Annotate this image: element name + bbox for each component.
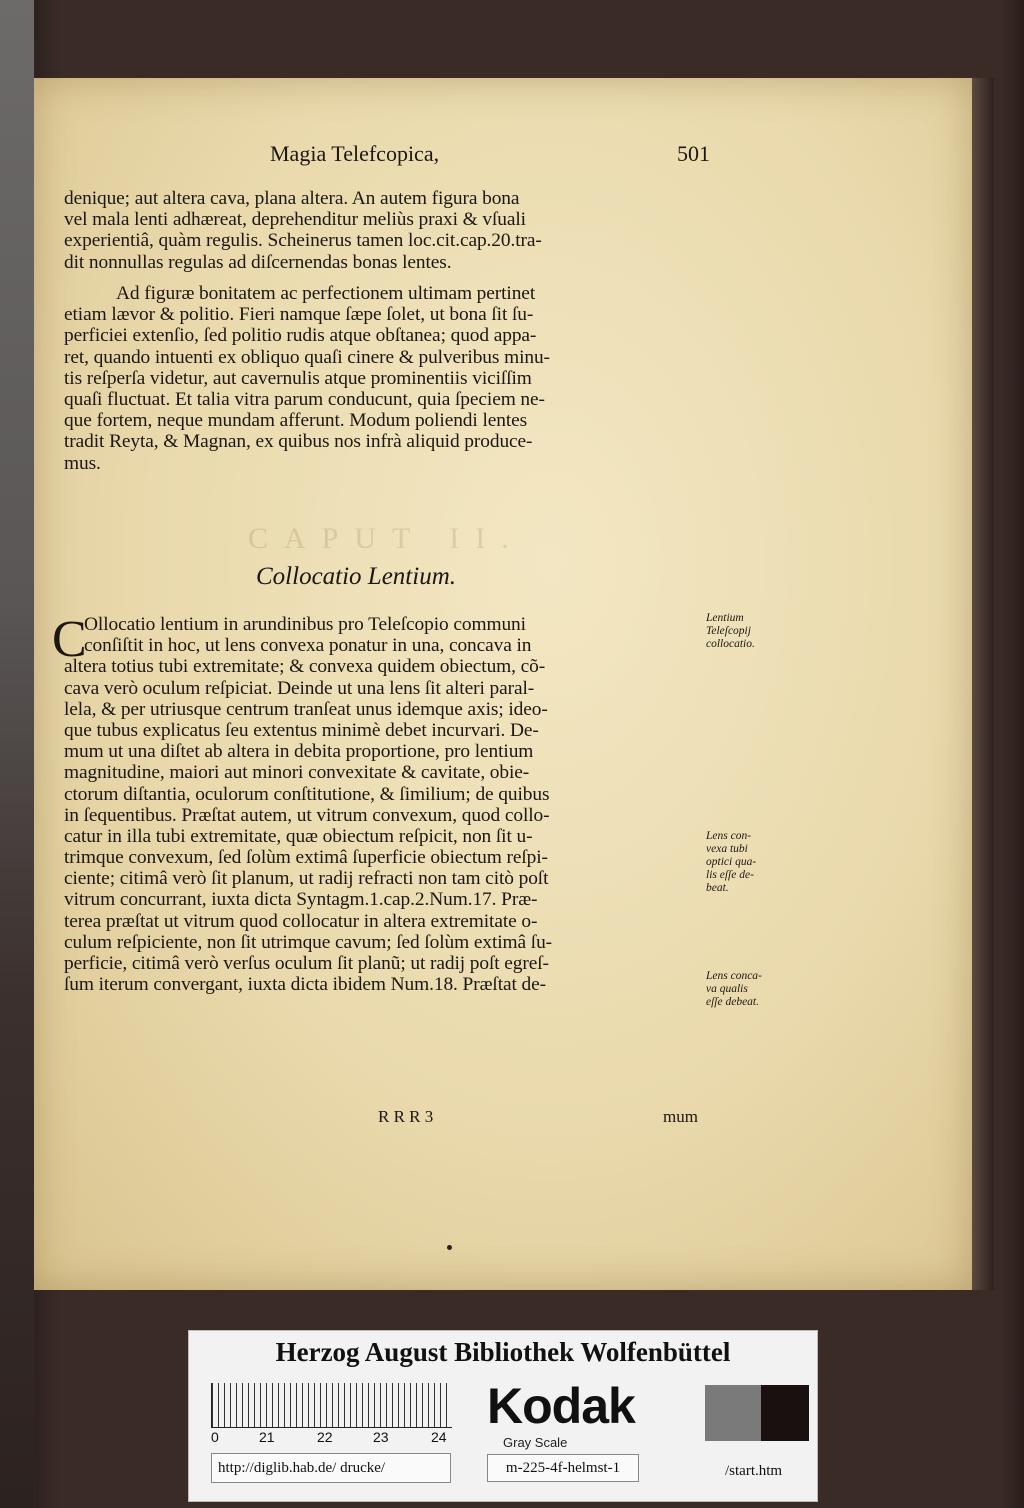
kodak-logo: Kodak [487, 1378, 635, 1434]
ruler-label: 21 [259, 1429, 275, 1445]
text-line: mum ut una diſtet ab altera in debita proportione, pro lentium [64, 741, 534, 763]
text-line: experientiâ, quàm regulis. Scheinerus tamen loc.cit.cap.20.tra- [64, 230, 542, 252]
margin-note-line: beat. [706, 882, 729, 894]
margin-note-line: va qualis [706, 983, 748, 995]
ruler-label: 24 [431, 1429, 447, 1445]
text-line: altera totius tubi extremitate; & convexa quidem obiectum, cõ- [64, 656, 546, 678]
text-line: que fortem, neque mundam afferunt. Modum poliendi lentes [64, 410, 528, 432]
text-line: quaſi fluctuat. Et talia vitra parum conducunt, quia ſpeciem ne- [64, 388, 545, 410]
text-line: culum reſpiciente, non ſit utrimque cavum; ſed ſolùm extimâ ſu- [64, 931, 553, 953]
margin-note-line: optici qua- [706, 856, 757, 868]
text-line: cava verò oculum reſpiciat. Deinde ut una lens ſit alteri paral- [64, 677, 535, 699]
margin-note-line: Teleſcopij [706, 625, 751, 637]
margin-note-lentium [706, 612, 796, 651]
text-line: vel mala lenti adhæreat, deprehenditur meliùs praxi & vſuali [64, 209, 526, 231]
text-line: perficie, citimâ verò verſus oculum ſit planũ; ut radij poſt egreſ- [64, 953, 549, 974]
text-line: denique; aut altera cava, plana altera. An autem figura bona [64, 188, 520, 209]
section-title: Collocatio Lentium. [256, 563, 456, 590]
text-line: tradit Reyta, & Magnan, ex quibus nos infrà aliquid produce- [64, 431, 533, 453]
scale-ruler [211, 1383, 452, 1428]
text-line: tis reſperſa videtur, aut cavernulis atque prominentiis viciſſim [64, 367, 532, 389]
shelfmark-code: m-225-4f-helmst-1 [487, 1454, 639, 1482]
ruler-label: 0 [211, 1429, 219, 1445]
gray-scale-label: Gray Scale [503, 1435, 568, 1450]
text-line: in ſequentibus. Præſtat autem, ut vitrum convexum, quod collo- [64, 804, 550, 826]
text-line: mus. [64, 452, 101, 474]
url-right: /start.htm [725, 1463, 783, 1479]
bleed-through-text: CAPUT II. [248, 522, 525, 555]
text-line: ret, quando intuenti ex obliquo quaſi cinere & pulveribus minu- [64, 346, 550, 368]
text-line: ciente; citimâ verò ſit planum, ut radij refracti non tam citò poſt [64, 868, 549, 890]
margin-note-line: Lentium [706, 612, 744, 624]
drop-capital: C [52, 611, 87, 668]
margin-note-line: eſſe debeat. [706, 996, 760, 1008]
text-line: que tubus explicatus ſeu extentus minimè debet incurvari. De- [64, 719, 539, 741]
running-title: Magia Telefcopica, [270, 141, 440, 166]
text-line: perficiei extenſio, ſed politio rudis atque obſtanea; quod appa- [64, 325, 537, 347]
margin-note-line: vexa tubi [706, 843, 748, 855]
margin-note-lens-convexa [706, 830, 796, 895]
ink-dot [447, 1245, 452, 1250]
library-target-bar [188, 1330, 818, 1502]
library-name: Herzog August Bibliothek Wolfenbüttel [275, 1337, 731, 1367]
gray-swatch [705, 1385, 761, 1441]
page-number: 501 [677, 141, 710, 166]
margin-note-lens-concava [706, 970, 796, 1009]
text-line: vitrum concurrant, iuxta dicta Syntagm.1.cap.2.Num.17. Præ- [64, 889, 538, 911]
catchword: mum [663, 1107, 698, 1126]
text-line: magnitudine, maiori aut minori convexitate & cavitate, obie- [64, 762, 530, 784]
text-line: lela, & per utriusque centrum tranſeat unus idemque axis; ideo- [64, 698, 548, 720]
scan-edge-strip [0, 0, 34, 1508]
black-swatch [761, 1385, 809, 1441]
text-line: ctorum diſtantia, oculorum conſtitutione, & ſimilium; de quibus [64, 783, 550, 805]
ruler-label: 22 [317, 1429, 333, 1445]
page-edge-shadow [972, 78, 994, 1290]
text-line: conſiſtit in hoc, ut lens convexa ponatur in una, concava in [84, 635, 532, 657]
page-footer [378, 1107, 698, 1131]
text-line: ſum iterum convergant, iuxta dicta ibidem Num.18. Præſtat de- [64, 974, 546, 996]
text-line: etiam lævor & politio. Fieri namque ſæpe ſolet, ut bona ſit ſu- [64, 304, 534, 326]
text-line: catur in illa tubi extremitate, quæ obiectum reſpicit, non ſit u- [64, 825, 533, 847]
running-header [270, 141, 710, 173]
text-line: Ollocatio lentium in arundinibus pro Teleſcopio communi [84, 614, 526, 635]
ruler-labels [211, 1429, 451, 1447]
margin-note-line: Lens con- [706, 830, 752, 842]
margin-note-line: Lens conca- [706, 970, 762, 982]
text-line: terea præſtat ut vitrum quod collocatur in altera extremitate o- [64, 910, 538, 932]
text-line: trimque convexum, ſed ſolùm extimâ ſuperficie obiectum reſpi- [64, 847, 548, 869]
margin-note-line: collocatio. [706, 638, 755, 650]
text-line: Ad figuræ bonitatem ac perfectionem ultimam pertinet [116, 283, 536, 304]
paragraph-3 [64, 614, 704, 995]
ruler-label: 23 [373, 1429, 389, 1445]
paragraph-1 [64, 188, 704, 273]
text-line: dit nonnullas regulas ad diſcernendas bonas lentes. [64, 251, 452, 273]
paragraph-2 [64, 283, 704, 474]
url-left: http://diglib.hab.de/ drucke/ [211, 1453, 451, 1483]
signature-mark: R R R 3 [378, 1107, 434, 1126]
margin-note-line: lis eſſe de- [706, 869, 754, 881]
